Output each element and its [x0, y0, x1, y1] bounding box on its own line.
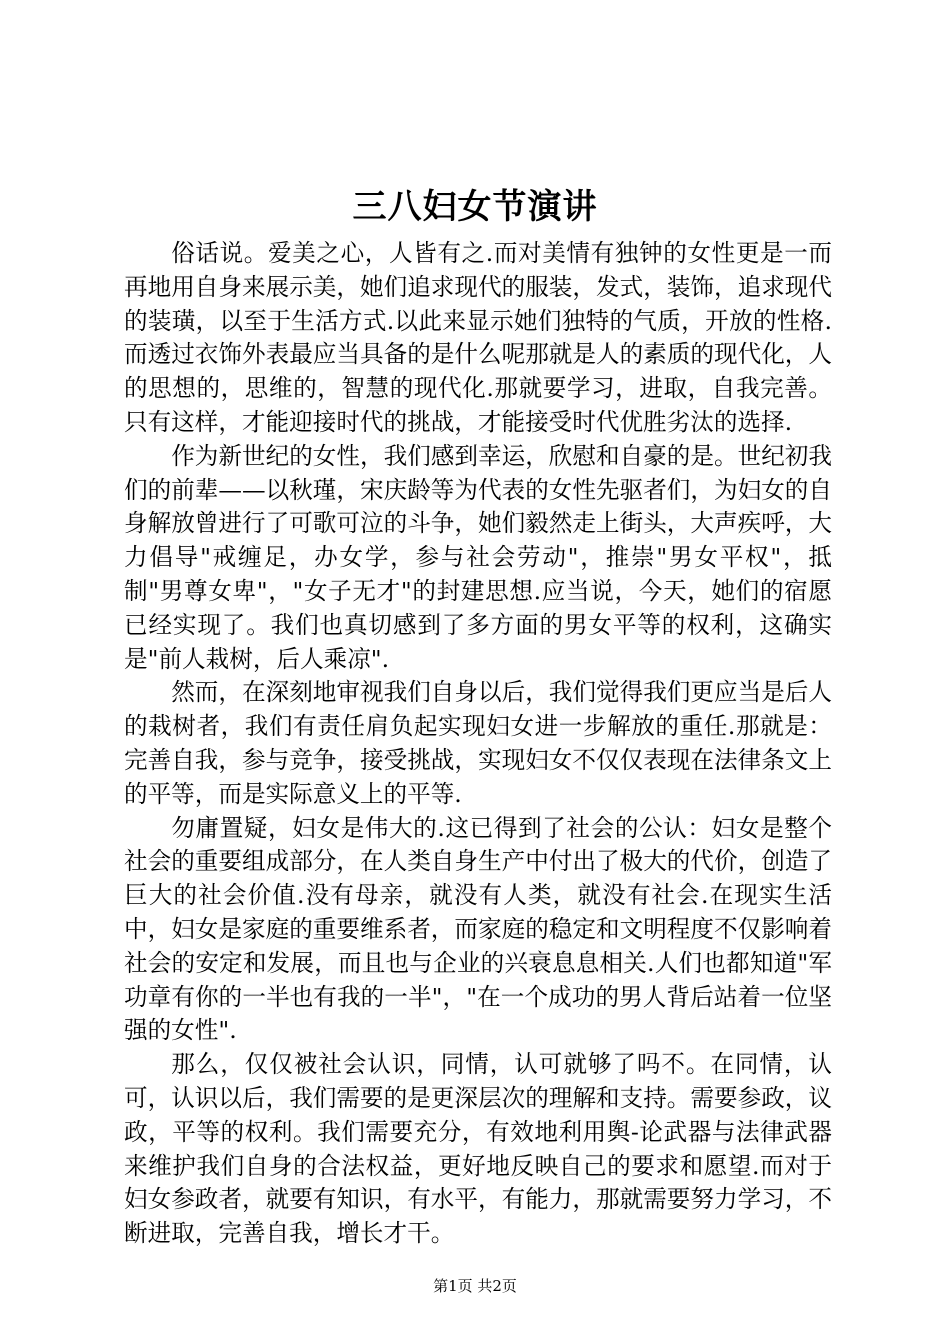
paragraph-3: 然而，在深刻地审视我们自身以后，我们觉得我们更应当是后人的栽树者，我们有责任肩负起实现妇女进一步解放的重任.那就是：完善自我，参与竞争，接受挑战，实现妇女不仅仅表现在法律条文上的平等，而是实际意义上的平等.: [124, 678, 832, 808]
document-title: 三八妇女节演讲: [352, 187, 598, 227]
page-footer: 第1页 共2页: [433, 1277, 517, 1295]
paragraph-5: 那么，仅仅被社会认识，同情，认可就够了吗不。在同情，认可，认识以后，我们需要的是更深层次的理解和支持。需要参政，议政，平等的权利。我们需要充分，有效地利用舆-论武器与法律武器来维护我们自身的合法权益，更好地反映自己的要求和愿望.而对于妇女参政者，就要有知识，有水平，有能力，那就需要努力学习，不断进取，完善自我，增长才干。: [124, 1050, 832, 1248]
paragraph-1: 俗话说。爱美之心，人皆有之.而对美情有独钟的女性更是一而再地用自身来展示美，她们追求现代的服装，发式，装饰，追求现代的装璜，以至于生活方式.以此来显示她们独特的气质，开放的性格.而透过衣饰外表最应当具备的是什么呢那就是人的素质的现代化，人的思想的，思维的，智慧的现代化.那就要学习，进取，自我完善。只有这样，才能迎接时代的挑战，才能接受时代优胜劣汰的选择.: [124, 239, 832, 436]
paragraph-4: 勿庸置疑，妇女是伟大的.这已得到了社会的公认：妇女是整个社会的重要组成部分，在人类自身生产中付出了极大的代价，创造了巨大的社会价值.没有母亲，就没有人类，就没有社会.在现实生活中，妇女是家庭的重要维系者，而家庭的稳定和文明程度不仅影响着社会的安定和发展，而且也与企业的兴衰息息相关.人们也都知道"军功章有你的一半也有我的一半"，"在一个成功的男人背后站着一位坚强的女性".: [124, 813, 832, 1045]
paragraph-2: 作为新世纪的女性，我们感到幸运，欣慰和自豪的是。世纪初我们的前辈——以秋瑾，宋庆龄等为代表的女性先驱者们，为妇女的自身解放曾进行了可歌可泣的斗争，她们毅然走上街头，大声疾呼，大力倡导"戒缠足，办女学，参与社会劳动"，推崇"男女平权"，抵制"男尊女卑"，"女子无才"的封建思想.应当说，今天，她们的宿愿已经实现了。我们也真切感到了多方面的男女平等的权利，这确实是"前人栽树，后人乘凉".: [124, 441, 832, 673]
document-body: [124, 237, 832, 1251]
